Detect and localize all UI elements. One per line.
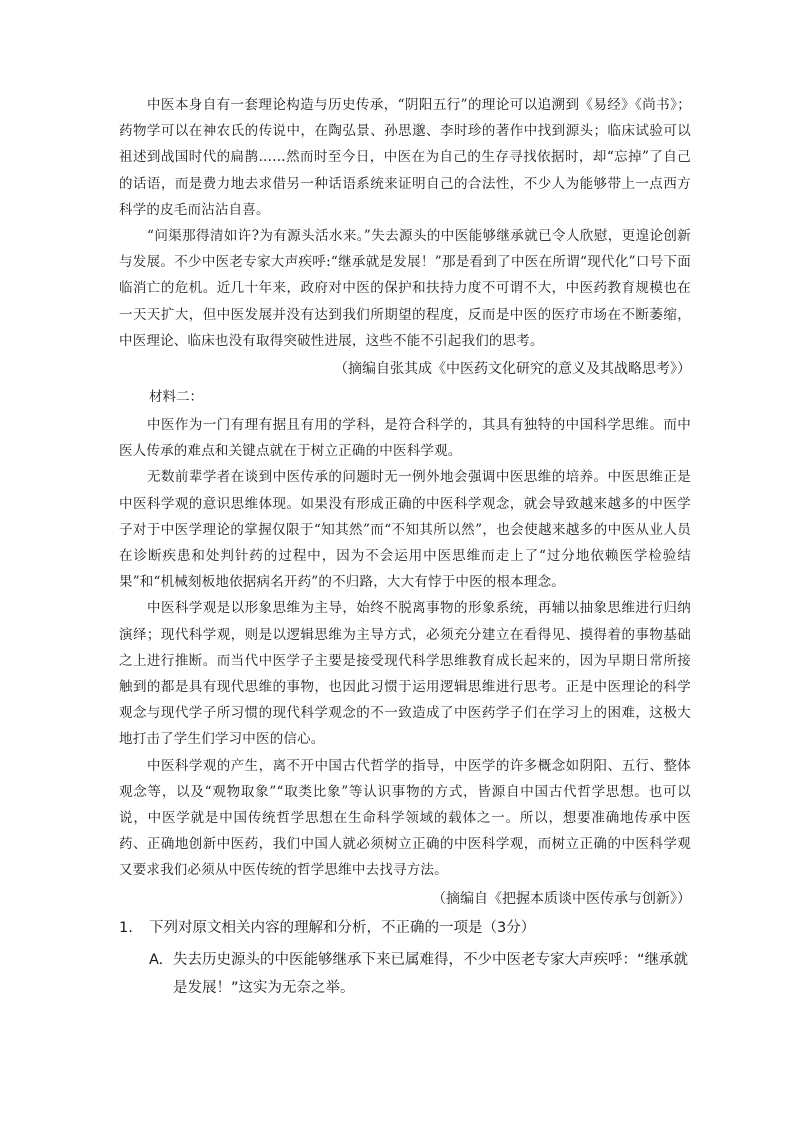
passage2-label: 材料二： [149, 389, 203, 406]
passage2-paragraph-2: 无数前辈学者在谈到中医传承的问题时无一例外地会强调中医思维的培养。中医思维正是中医科学观的意识思维体现。如果没有形成正确的中医科学观念，就会导致越来越多的中医学子对于中医学理论的掌握仅限于“知其然”而“不知其所以然”，也会使越来越多的中医从业人员在诊断疾患和处判针药的过程中，因为不会运用中医思维而走上了“过分地依赖医学检验结果”和“机械刻板地依据病名开药”的不归路，大大有悖于中医的根本理念。 [119, 469, 691, 591]
passage2-paragraph-4: 中医科学观的产生，离不开中国古代哲学的指导，中医学的许多概念如阴阳、五行、整体观念等，以及“观物取象”“取类比象”等认识事物的方式，皆源自中国古代哲学思想。也可以说，中医学就是中国传统哲学思想在生命科学领域的载体之一。所以，想要准确地传承中医药、正确地创新中医药，我们中国人就必须树立正确的中医科学观，而树立正确的中医科学观又要求我们必须从中医传统的哲学思维中去找寻方法。 [119, 757, 691, 879]
passage1-paragraph-1: 中医本身自有一套理论构造与历史传承，“阴阳五行”的理论可以追溯到《易经》《尚书》；药物学可以在神农氏的传说中，在陶弘景、孙思邈、李时珍的著作中找到源头；临床试验可以祖述到战国时代的扁鹊……然而时至今日，中医在为自己的生存寻找依据时，却“忘掉”了自己的话语，而是费力地去求借另一种话语系统来证明自己的合法性，不少人为能够带上一点西方科学的皮毛而沾沾自喜。 [119, 97, 691, 218]
question-text: 下列对原文相关内容的理解和分析，不正确的一项是（3分） [149, 919, 536, 936]
question-1 [119, 914, 691, 942]
option-text: 失去历史源头的中医能够继承下来已属难得，不少中医老专家大声疾呼：“继承就是发展！”这实为无奈之举。 [173, 951, 689, 996]
passage2-source: （摘编自《把握本质谈中医传承与创新》） [432, 890, 691, 907]
passage1-paragraph-2: “问渠那得清如许?为有源头活水来。”失去源头的中医能够继承就已令人欣慰，更遑论创新与发展。不少中医老专家大声疾呼:“继承就是发展！”那是看到了中医在所谓“现代化”口号下面临消亡的危机。近几十年来，政府对中医的保护和扶持力度不可谓不大，中医药教育规模也在一天天扩大，但中医发展并没有达到我们所期望的程度，反而是中医的医疗市场在不断萎缩，中医理论、临床也没有取得突破性进展，这些不能不引起我们的思考。 [119, 228, 691, 349]
passage2-paragraph-1: 中医作为一门有理有据且有用的学科，是符合科学的，其具有独特的中国科学思维。而中医人传承的难点和关键点就在于树立正确的中医科学观。 [119, 417, 691, 460]
document-content [119, 92, 691, 1002]
question-number: 1. [119, 919, 133, 936]
option-a [119, 946, 691, 1002]
passage1-source: （摘编自张其成《中医药文化研究的意义及其战略思考》） [334, 361, 691, 378]
option-letter: A. [149, 951, 164, 968]
passage2-paragraph-3: 中医科学观是以形象思维为主导，始终不脱离事物的形象系统，再辅以抽象思维进行归纳演绎；现代科学观，则是以逻辑思维为主导方式，必须充分建立在看得见、摸得着的事物基础之上进行推断。而当代中医学子主要是接受现代科学思维教育成长起来的，因为早期日常所接触到的都是具有现代思维的事物，也因此习惯于运用逻辑思维进行思考。正是中医理论的科学观念与现代学子所习惯的现代科学观念的不一致造成了中医药学子们在学习上的困难，这极大地打击了学生们学习中医的信心。 [119, 600, 691, 748]
